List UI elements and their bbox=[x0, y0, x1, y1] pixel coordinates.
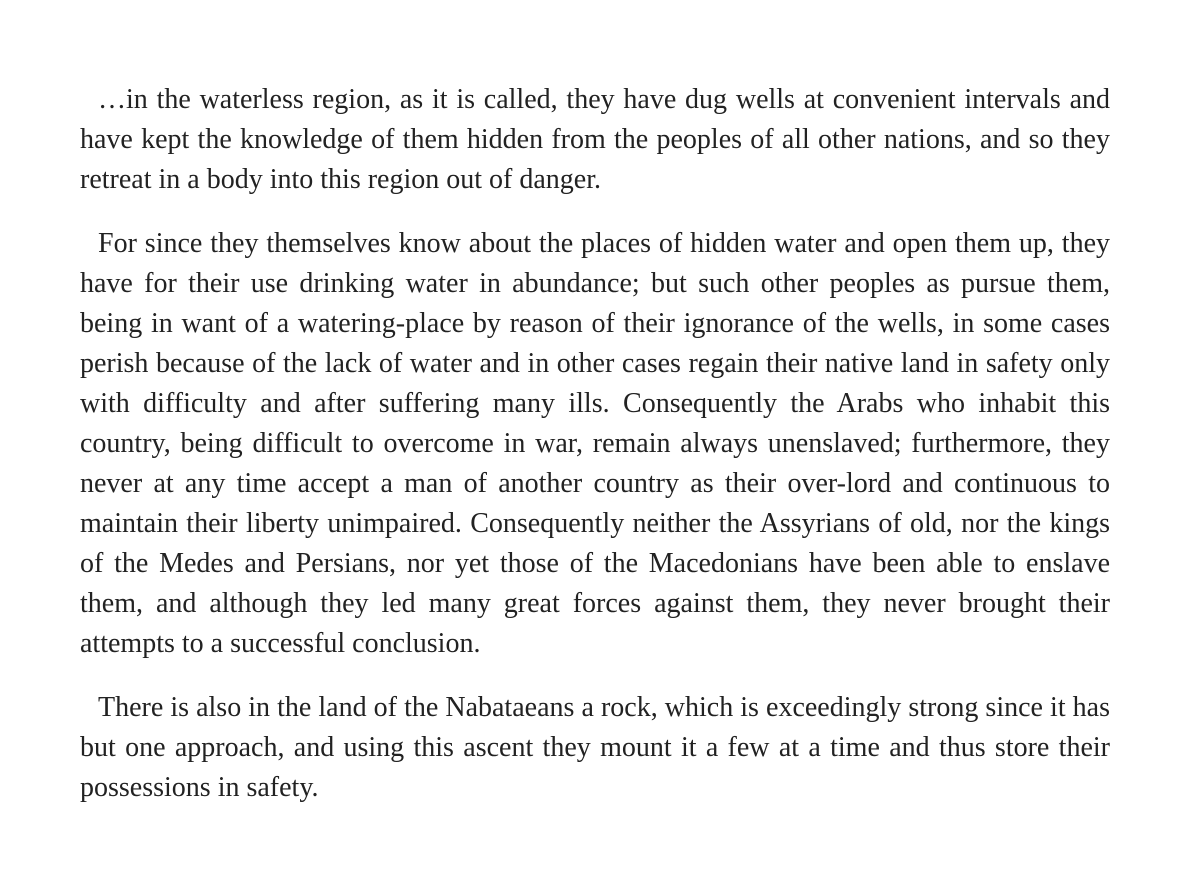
paragraph-hidden-water: For since they themselves know about the places of hidden water and open them up, they have for their use drinking water in abundance; but such other peoples as pursue them, being in want of a watering-place by reason of their ignorance of the wells, in some cases perish because of the lack of water and in other cases regain their native land in safety only with difficulty and after suffering many ills. Consequently the Arabs who inhabit this country, being difficult to overcome in war, remain always unenslaved; furthermore, they never at any time accept a man of another country as their over-lord and continuous to maintain their liberty unimpaired. Consequently neither the Assyrians of old, nor the kings of the Medes and Persians, nor yet those of the Macedonians have been able to enslave them, and although they led many great forces against them, they never brought their attempts to a successful conclusion. bbox=[80, 228, 1110, 659]
paragraph-nabataean-rock: There is also in the land of the Nabataeans a rock, which is exceedingly strong since it has but one approach, and using this ascent they mount it a few at a time and thus store their possessions in safety. bbox=[80, 692, 1110, 803]
document-page bbox=[80, 80, 1110, 808]
paragraph-waterless-region: …in the waterless region, as it is called, they have dug wells at convenient intervals and have kept the knowledge of them hidden from the peoples of all other nations, and so they retreat in a body into this region out of danger. bbox=[80, 84, 1110, 195]
